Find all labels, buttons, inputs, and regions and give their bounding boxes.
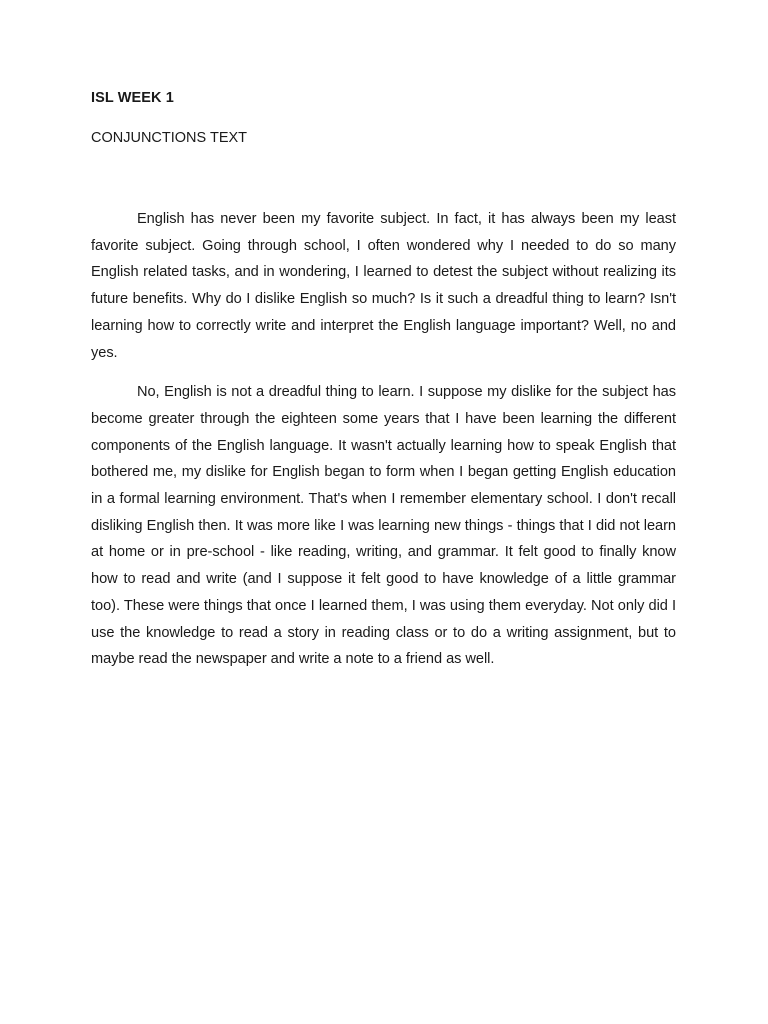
page-subtitle: CONJUNCTIONS TEXT (91, 130, 248, 146)
page-title: ISL WEEK 1 (91, 90, 174, 106)
paragraph: No, English is not a dreadful thing to learn. I suppose my dislike for the subject has become greater through the eighteen some years that I have been learning the different components of the English language. It wasn't actually learning how to speak English that bothered me, my dislike for English began to form when I began getting English education in a formal learning environment. That's when I remember elementary school. I don't recall disliking English then. It was more like I was learning new things - things that I did not learn at home or in pre-school - like reading, writing, and grammar. It felt good to finally know how to read and write (and I suppose it felt good to have knowledge of a little grammar too). These were things that once I learned them, I was using them everyday. Not only did I use the knowledge to read a story in reading class or to do a writing assignment, but to maybe read the newspaper and write a note to a friend as well. (91, 384, 676, 668)
body-text (91, 206, 676, 686)
paragraph: English has never been my favorite subject. In fact, it has always been my least favorite subject. Going through school, I often wondered why I needed to do so many English related tasks, and in wondering, I learned to detest the subject without realizing its future benefits. Why do I dislike English so much? Is it such a dreadful thing to learn? Isn't learning how to correctly write and interpret the English language important? Well, no and yes. (91, 211, 676, 361)
